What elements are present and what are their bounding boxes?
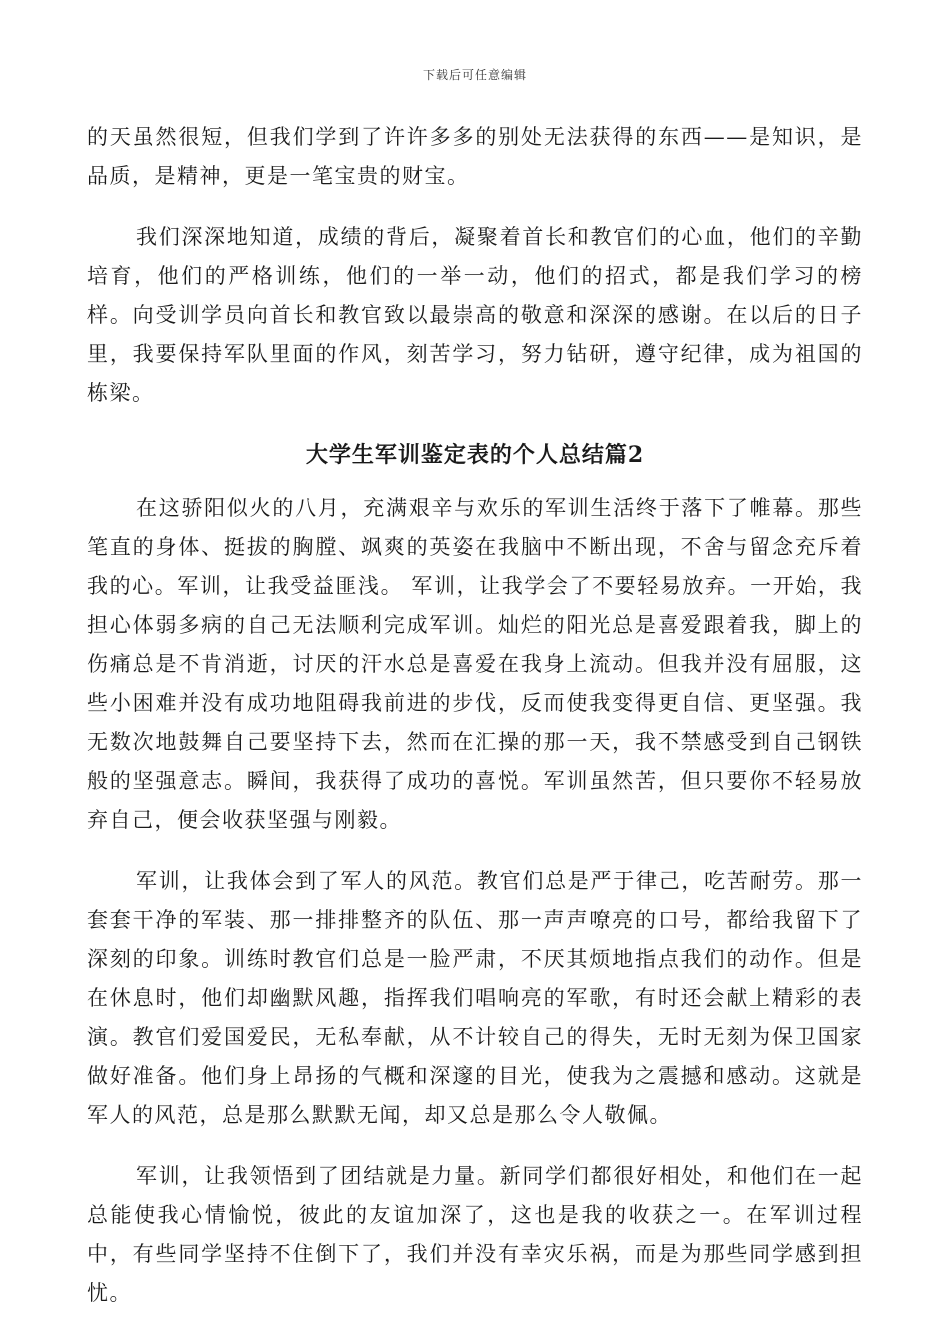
paragraph-unity: 军训，让我领悟到了团结就是力量。新同学们都很好相处，和他们在一起总能使我心情愉悦，彼此的友谊加深了，这也是我的收获之一。在军训过程中，有些同学坚持不住倒下了，我们并没有幸灾乐祸，而是为那些同学感到担忧。 — [87, 1164, 863, 1305]
paragraph-gratitude: 我们深深地知道，成绩的背后，凝聚着首长和教官们的心血，他们的辛勤培育，他们的严格训练，他们的一举一动，他们的招式，都是我们学习的榜样。向受训学员向首长和教官致以最崇高的敬意和深深的感谢。在以后的日子里，我要保持军队里面的作风，刻苦学习，努力钻研，遵守纪律，成为祖国的栋梁。 — [87, 225, 863, 405]
section-title: 大学生军训鉴定表的个人总结篇2 — [305, 442, 645, 468]
paragraph-military-style: 军训，让我体会到了军人的风范。教官们总是严于律己，吃苦耐劳。那一套套干净的军装、那一排排整齐的队伍、那一声声嘹亮的口号，都给我留下了深刻的印象。训练时教官们总是一脸严肃，不厌其烦地指点我们的动作。但是在休息时，他们却幽默风趣，指挥我们唱响亮的军歌，有时还会献上精彩的表演。教官们爱国爱民，无私奉献，从不计较自己的得失，无时无刻为保卫国家做好准备。他们身上昂扬的气概和深邃的目光，使我为之震撼和感动。这就是军人的风范，总是那么默默无闻，却又总是那么令人敬佩。 — [87, 869, 863, 1127]
page-header: 下载后可任意编辑 — [422, 68, 527, 82]
paragraph-august: 在这骄阳似火的八月，充满艰辛与欢乐的军训生活终于落下了帷幕。那些笔直的身体、挺拔的胸膛、飒爽的英姿在我脑中不断出现，不舍与留念充斥着我的心。军训，让我受益匪浅。 军训，让我学会了不要轻易放弃。一开始，我担心体弱多病的自己无法顺利完成军训。灿烂的阳光总是喜爱跟着我，脚上的伤痛总是不肯消逝，讨厌的汗水总是喜爱在我身上流动。但我并没有屈服，这些小困难并没有成功地阻碍我前进的步伐，反而使我变得更自信、更坚强。我无数次地鼓舞自己要坚持下去，然而在汇操的那一天，我不禁感受到自己钢铁般的坚强意志。瞬间，我获得了成功的喜悦。军训虽然苦，但只要你不轻易放弃自己，便会收获坚强与刚毅。 — [87, 496, 863, 832]
document-body — [87, 118, 863, 1335]
paragraph-continuation: 的天虽然很短，但我们学到了许许多多的别处无法获得的东西——是知识，是品质，是精神，更是一笔宝贵的财宝。 — [87, 125, 863, 188]
